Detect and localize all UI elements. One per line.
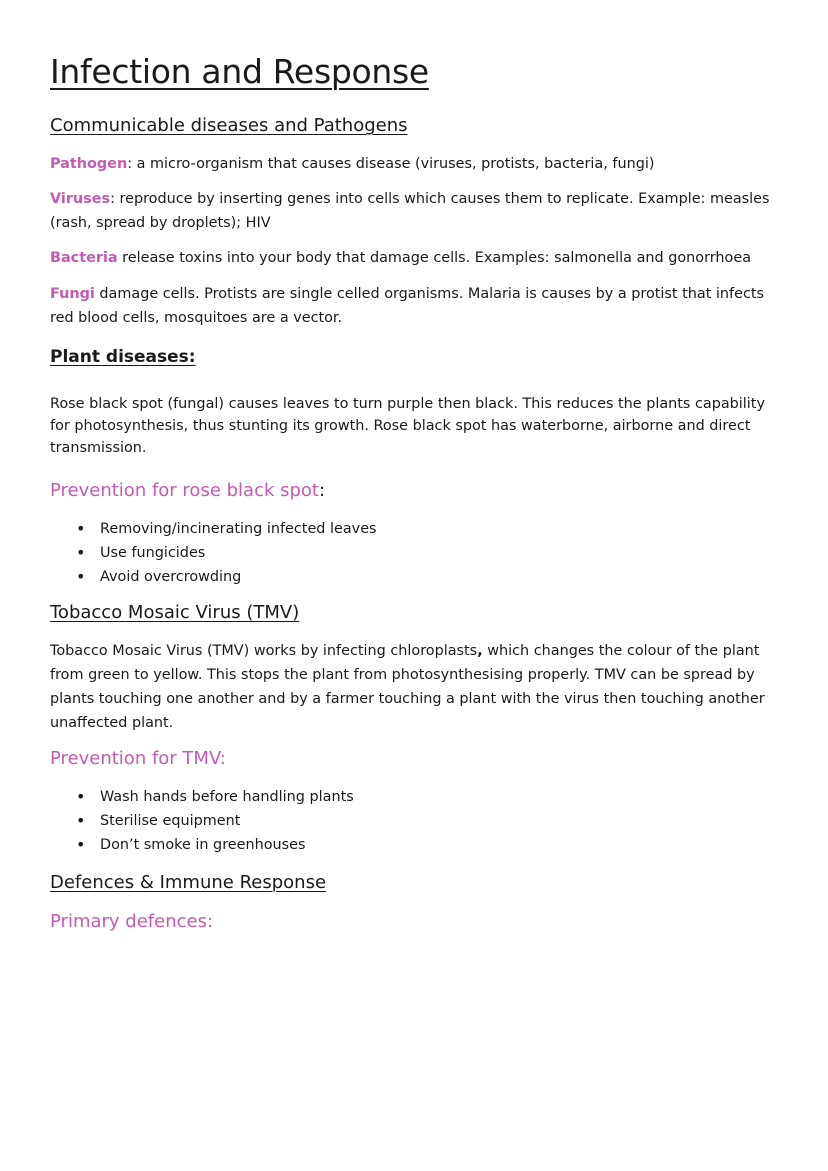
tmv-prevention-heading: Prevention for TMV:	[50, 748, 226, 769]
viruses-term: Viruses	[50, 191, 111, 207]
rose-prevention-title: Prevention for rose black spot	[50, 480, 319, 501]
viruses-text: : reproduce by inserting genes into cells which causes them to replicate. Example: measles (rash, spread by droplets); HIV	[50, 191, 770, 231]
list-item: • Wash hands before handling plants	[50, 785, 650, 809]
list-item: • Sterilise equipment	[50, 809, 650, 833]
primary-defences-heading: Primary defences:	[50, 911, 214, 932]
communicable-heading: Communicable diseases and Pathogens	[50, 115, 408, 136]
list-item: • Don’t smoke in greenhouses	[50, 833, 650, 857]
document-title: Infection and Response	[50, 52, 429, 91]
list-item: • Removing/incinerating infected leaves	[50, 517, 650, 541]
list-item: • Avoid overcrowding	[50, 565, 650, 589]
fungi-definition	[50, 282, 785, 330]
rose-prevention-heading	[50, 480, 325, 501]
rose-prevention-colon: :	[319, 480, 326, 501]
tmv-text-after: which changes the colour of the plant from green to yellow. This stops the plant from photosynthesising properly. TMV can be spread by plants touching one another and by a farmer touching a plant with the virus then touching another unaffected plant.	[50, 643, 765, 731]
rose-prevention-list	[50, 517, 650, 589]
fungi-text: damage cells. Protists are single celled organisms. Malaria is causes by a protist that infects red blood cells, mosquitoes are a vector.	[50, 286, 765, 326]
plant-diseases-heading: Plant diseases:	[50, 347, 196, 367]
tmv-text-before: Tobacco Mosaic Virus (TMV) works by infecting chloroplasts	[50, 643, 478, 659]
pathogen-definition	[50, 152, 785, 176]
viruses-definition	[50, 187, 785, 235]
bacteria-definition	[50, 246, 785, 270]
plant-diseases-text: Rose black spot (fungal) causes leaves to turn purple then black. This reduces the plants capability for photosynthesis, thus stunting its growth. Rose black spot has waterborne, airborne and direct transmission.	[50, 396, 765, 456]
tmv-heading: Tobacco Mosaic Virus (TMV)	[50, 602, 300, 623]
pathogen-text: : a micro-organism that causes disease (viruses, protists, bacteria, fungi)	[127, 156, 655, 172]
defences-heading: Defences & Immune Response	[50, 872, 327, 893]
bacteria-term: Bacteria	[50, 250, 118, 266]
tmv-text	[50, 639, 785, 735]
bacteria-text: release toxins into your body that damage cells. Examples: salmonella and gonorrhoea	[117, 250, 752, 266]
list-item: • Use fungicides	[50, 541, 650, 565]
pathogen-term: Pathogen	[50, 156, 128, 172]
tmv-prevention-list	[50, 785, 650, 857]
fungi-term: Fungi	[50, 286, 95, 302]
tmv-comma: ,	[477, 643, 483, 659]
